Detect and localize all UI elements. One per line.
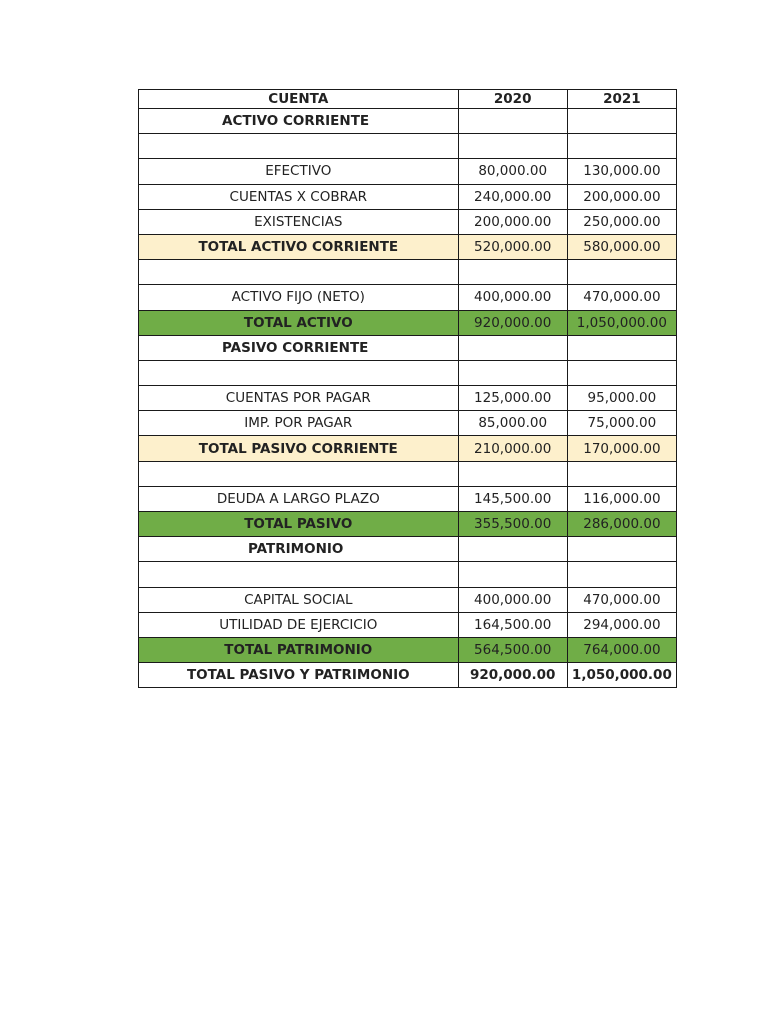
item-row: [139, 184, 677, 209]
value-2021-cell: 130,000.00: [567, 159, 676, 184]
value-2020-cell: 920,000.00: [458, 663, 567, 688]
value-2021-cell: [567, 134, 676, 159]
section-row: [139, 537, 677, 562]
total-row: [139, 637, 677, 662]
subtotal-row: [139, 436, 677, 461]
value-2020-cell: 355,500.00: [458, 512, 567, 537]
item-row: [139, 386, 677, 411]
account-name-cell: ACTIVO CORRIENTE: [139, 109, 459, 134]
value-2020-cell: [458, 461, 567, 486]
balance-sheet-table: [138, 89, 677, 688]
value-2021-cell: 580,000.00: [567, 234, 676, 259]
blank-row: [139, 360, 677, 385]
blank-row: [139, 461, 677, 486]
total-row: [139, 310, 677, 335]
blank-row: [139, 260, 677, 285]
item-row: [139, 285, 677, 310]
account-name-cell: TOTAL ACTIVO CORRIENTE: [139, 234, 459, 259]
subtotal-row: [139, 234, 677, 259]
item-row: [139, 587, 677, 612]
value-2020-cell: 564,500.00: [458, 637, 567, 662]
total-row: [139, 512, 677, 537]
account-name-cell: EFECTIVO: [139, 159, 459, 184]
account-name-cell: TOTAL PASIVO Y PATRIMONIO: [139, 663, 459, 688]
value-2021-cell: 286,000.00: [567, 512, 676, 537]
item-row: [139, 612, 677, 637]
account-name-cell: UTILIDAD DE EJERCICIO: [139, 612, 459, 637]
value-2020-cell: 85,000.00: [458, 411, 567, 436]
value-2020-cell: 200,000.00: [458, 209, 567, 234]
item-row: [139, 486, 677, 511]
value-2020-cell: [458, 134, 567, 159]
value-2021-cell: 764,000.00: [567, 637, 676, 662]
value-2021-cell: 95,000.00: [567, 386, 676, 411]
value-2021-cell: 470,000.00: [567, 285, 676, 310]
account-name-cell: CAPITAL SOCIAL: [139, 587, 459, 612]
account-name-cell: ACTIVO FIJO (NETO): [139, 285, 459, 310]
account-name-cell: TOTAL PATRIMONIO: [139, 637, 459, 662]
table-body: [139, 109, 677, 688]
value-2020-cell: 520,000.00: [458, 234, 567, 259]
account-name-cell: [139, 562, 459, 587]
value-2021-cell: [567, 537, 676, 562]
account-name-cell: PATRIMONIO: [139, 537, 459, 562]
header-2021: 2021: [567, 90, 676, 109]
value-2021-cell: [567, 109, 676, 134]
value-2020-cell: [458, 260, 567, 285]
account-name-cell: CUENTAS POR PAGAR: [139, 386, 459, 411]
value-2020-cell: [458, 109, 567, 134]
item-row: [139, 411, 677, 436]
account-name-cell: [139, 360, 459, 385]
blank-row: [139, 134, 677, 159]
value-2020-cell: 210,000.00: [458, 436, 567, 461]
value-2021-cell: [567, 260, 676, 285]
value-2020-cell: 125,000.00: [458, 386, 567, 411]
value-2020-cell: [458, 335, 567, 360]
account-name-cell: DEUDA A LARGO PLAZO: [139, 486, 459, 511]
value-2021-cell: 75,000.00: [567, 411, 676, 436]
header-row: [139, 90, 677, 109]
item-row: [139, 209, 677, 234]
value-2020-cell: 240,000.00: [458, 184, 567, 209]
account-name-cell: TOTAL PASIVO CORRIENTE: [139, 436, 459, 461]
section-row: [139, 109, 677, 134]
account-name-cell: EXISTENCIAS: [139, 209, 459, 234]
value-2020-cell: 145,500.00: [458, 486, 567, 511]
account-name-cell: [139, 134, 459, 159]
value-2021-cell: 1,050,000.00: [567, 310, 676, 335]
value-2021-cell: 294,000.00: [567, 612, 676, 637]
section-row: [139, 335, 677, 360]
header-cuenta: CUENTA: [139, 90, 459, 109]
grand-row: [139, 663, 677, 688]
account-name-cell: [139, 461, 459, 486]
item-row: [139, 159, 677, 184]
value-2020-cell: [458, 562, 567, 587]
table-header: [139, 90, 677, 109]
account-name-cell: IMP. POR PAGAR: [139, 411, 459, 436]
value-2021-cell: 250,000.00: [567, 209, 676, 234]
value-2021-cell: [567, 562, 676, 587]
value-2021-cell: [567, 461, 676, 486]
account-name-cell: TOTAL ACTIVO: [139, 310, 459, 335]
value-2020-cell: [458, 360, 567, 385]
value-2020-cell: 400,000.00: [458, 285, 567, 310]
value-2021-cell: 200,000.00: [567, 184, 676, 209]
account-name-cell: PASIVO CORRIENTE: [139, 335, 459, 360]
value-2021-cell: 116,000.00: [567, 486, 676, 511]
value-2020-cell: [458, 537, 567, 562]
value-2020-cell: 920,000.00: [458, 310, 567, 335]
value-2021-cell: 170,000.00: [567, 436, 676, 461]
value-2021-cell: 470,000.00: [567, 587, 676, 612]
account-name-cell: CUENTAS X COBRAR: [139, 184, 459, 209]
value-2021-cell: [567, 360, 676, 385]
account-name-cell: [139, 260, 459, 285]
blank-row: [139, 562, 677, 587]
header-2020: 2020: [458, 90, 567, 109]
account-name-cell: TOTAL PASIVO: [139, 512, 459, 537]
value-2021-cell: 1,050,000.00: [567, 663, 676, 688]
value-2020-cell: 164,500.00: [458, 612, 567, 637]
value-2020-cell: 80,000.00: [458, 159, 567, 184]
value-2020-cell: 400,000.00: [458, 587, 567, 612]
value-2021-cell: [567, 335, 676, 360]
